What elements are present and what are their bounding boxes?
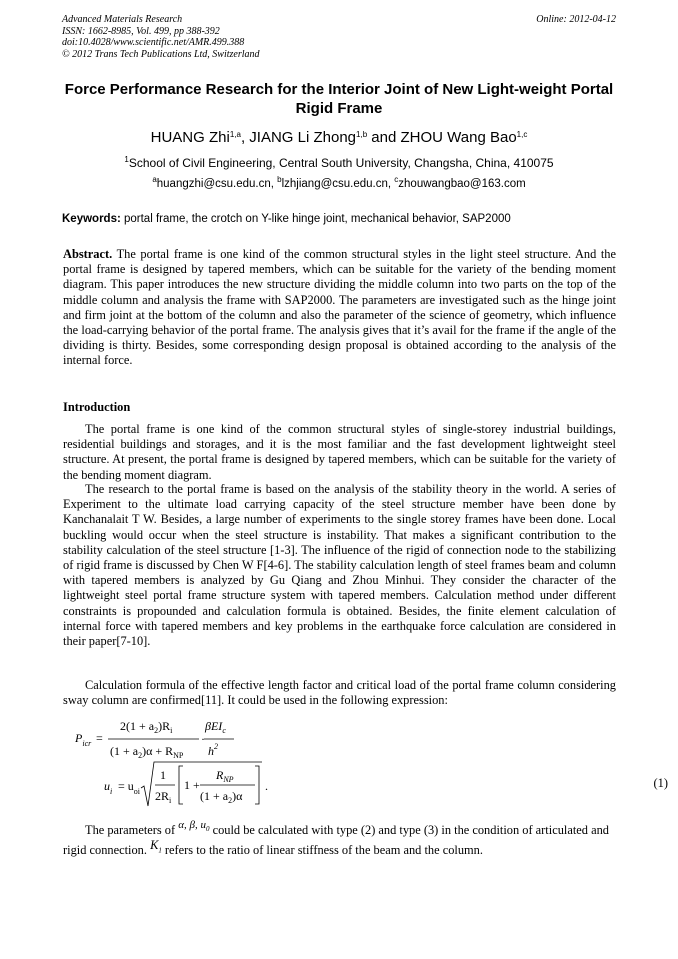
author-name: JIANG Li Zhong bbox=[249, 129, 357, 146]
author-name: HUANG Zhi bbox=[150, 129, 230, 146]
email-link[interactable]: zhouwangbao@163.com bbox=[398, 178, 526, 190]
journal-doi: doi:10.4028/www.scientific.net/AMR.499.388 bbox=[62, 37, 245, 48]
abstract bbox=[63, 247, 616, 369]
intro-paragraph: The research to the portal frame is based on the analysis of the stability theory in the world. A series of Experiment to the ultimate load carrying capacity of the steel structure member have been done by Kanchanalait T W. Besides, a large number of experiments to the single storey frames have been done. Local buckling would occur when the steel structure is instability. That makes a significant contribution to the stability calculation of the steel structure [1-3]. The influence of the rigid of connection node to the stabilizing of rigid frame is discussed by Chen W F[4-6]. The stability calculation length of steel frames beam and column with tapered members is analyzed by Gu Qiang and Zhou Minhui. They consider the character of the lightweight steel portal frame structure system with tapered members. Calculation method under different constraints is propounded and calculation formula is obtained. Besides, the finite element calculation of internal force with tapered members and key problems in the earthquake force calculation are considered in their paper[7-10]. bbox=[63, 482, 616, 649]
eq-equals-u: = $u_{oi}$ bbox=[118, 779, 141, 796]
eq-one-plus: 1 + bbox=[184, 778, 200, 792]
eq-frac3-den: $2R_i$ bbox=[155, 789, 172, 805]
eq-frac2-den: $h^2$ bbox=[208, 742, 218, 758]
intro-paragraph: The portal frame is one kind of the common structural styles of single-storey industrial buildings, residential buildings and storages, and it is the most familiar and the fast development lightweight steel structure. At present, the portal frame is designed by tapered members, which can be suitable for the variety of the bending moment diagram. bbox=[63, 422, 616, 482]
affiliation-sup: 1 bbox=[124, 155, 129, 164]
section-heading-introduction: Introduction bbox=[63, 400, 131, 414]
keywords bbox=[62, 212, 622, 227]
eq-frac3-num: 1 bbox=[160, 768, 166, 782]
affiliation-text: School of Civil Engineering, Central South University, Changsha, China, 410075 bbox=[128, 156, 554, 170]
params-k1: $K_1$ bbox=[150, 838, 162, 855]
eq-frac2-num: βEI$_c$ bbox=[205, 719, 226, 735]
eq-lhs-u: $u_i$ bbox=[104, 779, 113, 796]
eq-dot: · bbox=[201, 732, 205, 746]
eq-lhs-p: $P_{icr}$ bbox=[75, 731, 92, 748]
author-name: ZHOU Wang Bao bbox=[400, 129, 517, 146]
journal-copyright: © 2012 Trans Tech Publications Ltd, Switzerland bbox=[62, 48, 260, 60]
author-list: HUANG Zhi$^{1,a}$, JIANG Li Zhong$^{1,b}$ and ZHOU Wang Bao$^{1,c}$ bbox=[150, 129, 528, 146]
eq-frac4-den: $(1 + a_2)\alpha$ bbox=[200, 789, 243, 805]
journal-name: Advanced Materials Research bbox=[62, 14, 183, 25]
eq-period: . bbox=[265, 779, 268, 793]
params-symbols: α, β, $u_0$ bbox=[178, 819, 210, 834]
paper-title: Force Performance Research for the Interior Joint of New Light-weight Portal Rigid Frame bbox=[64, 81, 614, 117]
abstract-text: The portal frame is one kind of the common structural styles in the light steel structure. And the portal frame is designed by tapered members, which can be suitable for the variety of the bending moment diagram. This paper introduces the new structure dividing the middle column into two parts on the top of the middle column and analysis the frame with SAP2000. The parameters are investigated such as the hinge joint and firm joint at the bottom of the column and also the parameter of the science of geometry, which influence the load-carrying behavior of the portal frame. The analysis gives that it’s avail for the frame if the angle of the dividing is thirty. Besides, some corresponding design proposal is obtained according to the analysis of the internal force. bbox=[63, 247, 616, 368]
intro-paragraph: Calculation formula of the effective length factor and critical load of the portal frame column considering sway column are confirmed[11]. It could be used in the following expression: bbox=[63, 678, 616, 708]
eq-frac1-den: $(1 + a_2)\alpha + R_{NP}$ bbox=[110, 744, 184, 760]
eq-equals: = bbox=[96, 731, 103, 745]
eq-right-bracket bbox=[255, 766, 259, 804]
journal-header bbox=[62, 14, 616, 60]
online-date: Online: 2012-04-12 bbox=[536, 14, 616, 25]
email-link[interactable]: huangzhi@csu.edu.cn, bbox=[156, 178, 278, 190]
equation-1 bbox=[62, 714, 618, 814]
affiliation bbox=[62, 156, 616, 171]
author-sup: 1,b bbox=[356, 130, 368, 139]
journal-issn: ISSN: 1662-8985, Vol. 499, pp 388-392 bbox=[62, 25, 220, 37]
eq-frac1-num: $2(1 + a_2)R_i$ bbox=[120, 719, 173, 735]
author-emails: $^a$huangzhi@csu.edu.cn, $^b$lzhjiang@csu.edu.cn, $^c$zhouwangbao@163.com bbox=[152, 175, 526, 190]
eq-left-bracket bbox=[179, 766, 183, 804]
equation-number: (1) bbox=[653, 776, 668, 790]
keywords-label: Keywords: bbox=[62, 213, 121, 225]
keywords-text: portal frame, the crotch on Y-like hinge joint, mechanical behavior, SAP2000 bbox=[120, 213, 511, 225]
author-sup: 1,a bbox=[229, 130, 241, 139]
eq-frac4-num: $R_{NP}$ bbox=[216, 768, 234, 784]
abstract-label: Abstract. bbox=[63, 247, 113, 261]
author-sup: 1,c bbox=[516, 130, 528, 139]
parameters-paragraph: The parameters of α, β, $u_0$ could be calculated with type (2) and type (3) in the condition of articulated and rigid connection. $K_1$ refers to the ratio of linear stiffness of the beam and the column. bbox=[63, 819, 609, 857]
email-link[interactable]: lzhjiang@csu.edu.cn, bbox=[281, 178, 395, 190]
